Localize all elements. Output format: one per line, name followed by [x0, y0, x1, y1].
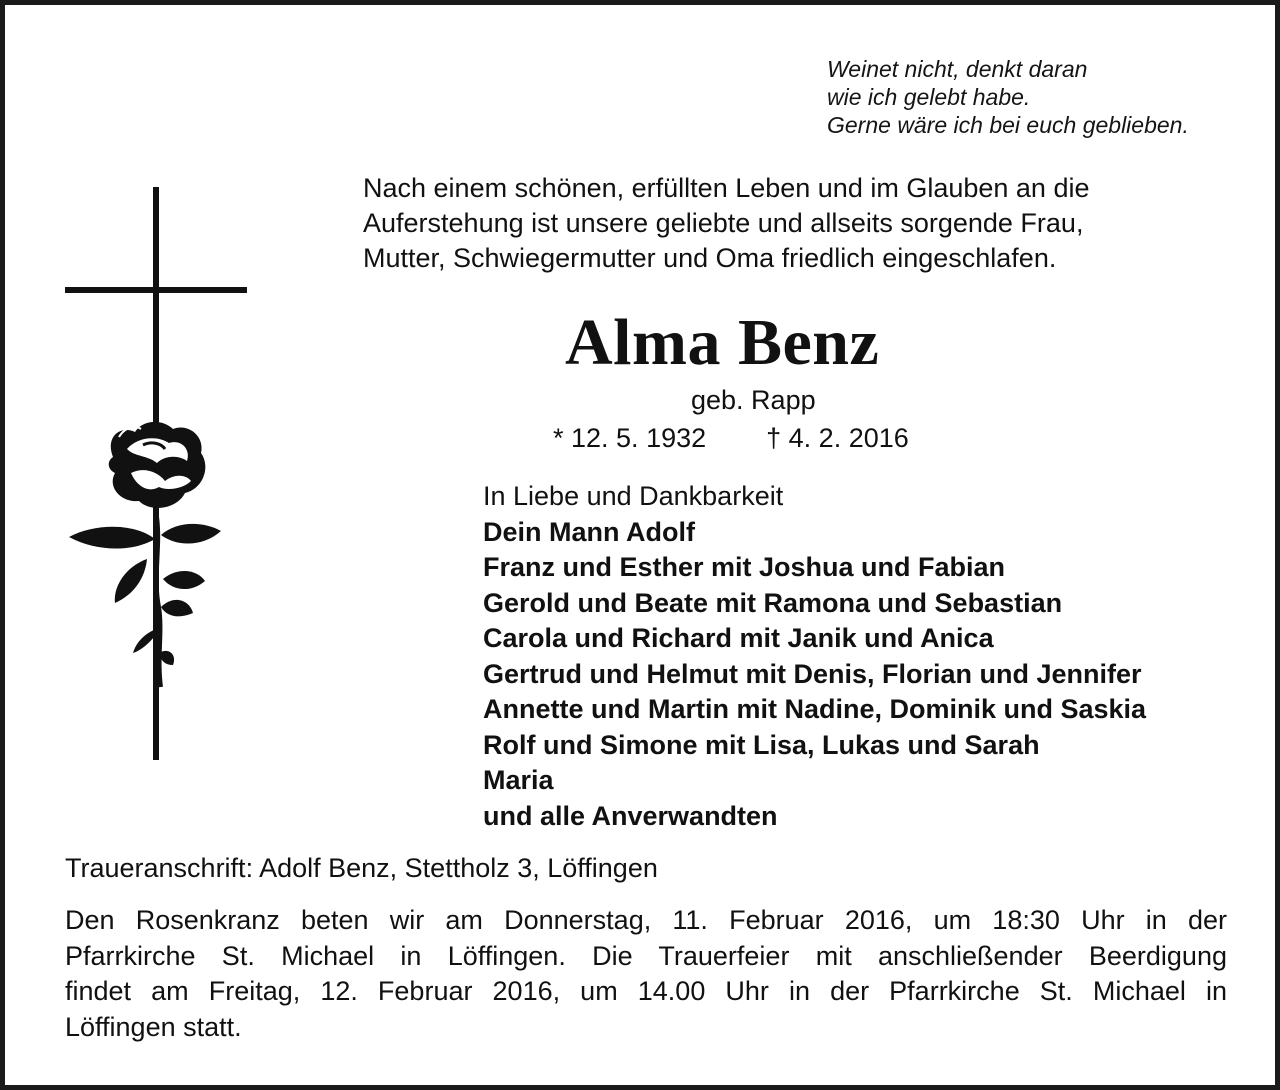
intro-line: Auferstehung ist unsere geliebte und allseits sorgende Frau, [363, 208, 1084, 238]
mourner-line: Franz und Esther mit Joshua und Fabian [483, 552, 1006, 582]
mourner-line: Dein Mann Adolf [483, 516, 695, 547]
service-line-text: Löffingen statt. [65, 1011, 242, 1042]
mourner-line: Carola und Richard mit Janik und Anica [483, 623, 994, 653]
mourner-line: Gerold und Beate mit Ramona und Sebastian [483, 587, 1063, 618]
intro-line: Nach einem schönen, erfüllten Leben und im Glauben an die [363, 173, 1090, 203]
rose-icon [69, 422, 221, 687]
service-info [65, 903, 1227, 1045]
life-dates [553, 421, 909, 455]
service-line-text: findet am Freitag, 12. Februar 2016, um 14.00 Uhr in der Pfarrkirche St. Michael in [65, 976, 1227, 1006]
service-line [65, 1010, 1227, 1046]
poem-line: Weinet nicht, denkt daran [827, 56, 1088, 82]
service-line [65, 939, 1227, 975]
mourner-line: und alle Anverwandten [483, 800, 778, 831]
cross-icon [65, 187, 255, 762]
mourner-line: Annette und Martin mit Nadine, Dominik und Saskia [483, 694, 1147, 724]
service-line [65, 974, 1227, 1010]
death-date: † 4. 2. 2016 [766, 423, 909, 453]
intro-text [363, 171, 1263, 276]
mourners-lead: In Liebe und Dankbarkeit [483, 481, 784, 511]
deceased-name: Alma Benz [565, 306, 880, 379]
maiden-name: geb. Rapp [691, 385, 816, 415]
mourner-line: Rolf und Simone mit Lisa, Lukas und Sarah [483, 729, 1040, 760]
service-line-text: Den Rosenkranz beten wir am Donnerstag, 11. Februar 2016, um 18:30 Uhr in der [65, 905, 1227, 935]
service-line-text: Pfarrkirche St. Michael in Löffingen. Die Trauerfeier mit anschließender Beerdigung [65, 940, 1227, 971]
mourner-line: Gertrud und Helmut mit Denis, Florian und Jennifer [483, 658, 1142, 689]
mourners-list [483, 479, 1263, 834]
birth-date: * 12. 5. 1932 [553, 423, 707, 453]
intro-line: Mutter, Schwiegermutter und Oma friedlich eingeschlafen. [363, 243, 1057, 273]
mourner-line: Maria [483, 765, 554, 795]
poem-line: wie ich gelebt habe. [827, 84, 1031, 110]
mourning-address: Traueranschrift: Adolf Benz, Stettholz 3, Löffingen [65, 853, 658, 883]
poem-line: Gerne wäre ich bei euch geblieben. [827, 112, 1189, 138]
service-line [65, 903, 1227, 939]
poem-block [827, 55, 1267, 139]
